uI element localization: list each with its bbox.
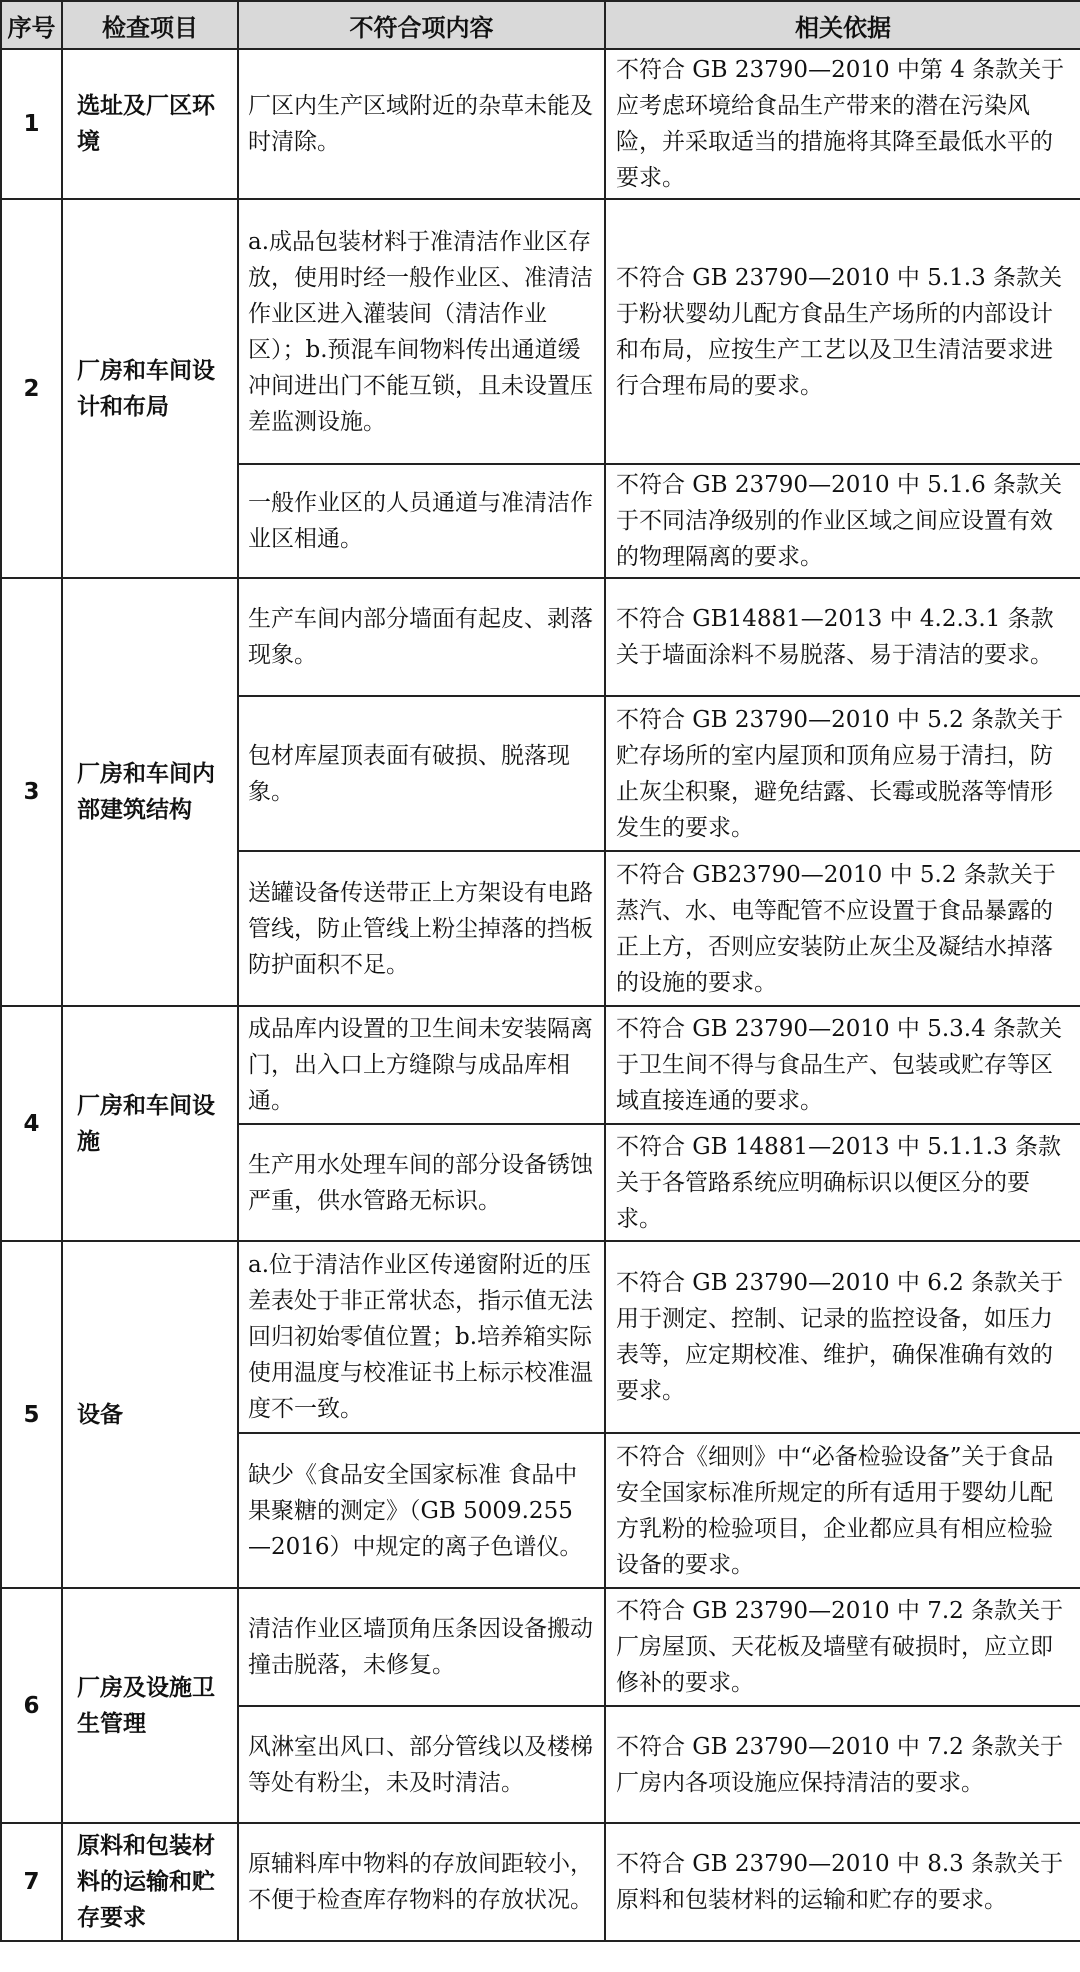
row-basis: 不符合 GB 23790—2010 中 5.3.4 条款关于卫生间不得与食品生产、包装或贮存等区域直接连通的要求。 [605,1006,1080,1124]
row-item: 厂房和车间设计和布局 [62,199,238,578]
row-content: 厂区内生产区域附近的杂草未能及时清除。 [238,49,605,199]
row-item: 设备 [62,1241,238,1588]
row-index: 6 [1,1588,62,1823]
row-content: 送罐设备传送带正上方架设有电路管线，防止管线上粉尘掉落的挡板防护面积不足。 [238,851,605,1006]
row-basis: 不符合 GB 14881—2013 中 5.1.1.3 条款关于各管路系统应明确标识以便区分的要求。 [605,1124,1080,1241]
row-basis: 不符合 GB 23790—2010 中 5.1.6 条款关于不同洁净级别的作业区域之间应设置有效的物理隔离的要求。 [605,464,1080,578]
header-basis: 相关依据 [605,1,1080,49]
row-index: 3 [1,578,62,1006]
row-index: 2 [1,199,62,578]
row-index: 1 [1,49,62,199]
row-item: 厂房和车间内部建筑结构 [62,578,238,1006]
table-row [1,1241,1080,1433]
row-basis: 不符合 GB 23790—2010 中第 4 条款关于应考虑环境给食品生产带来的潜在污染风险，并采取适当的措施将其降至最低水平的要求。 [605,49,1080,199]
table-row [1,1006,1080,1124]
row-basis: 不符合 GB 23790—2010 中 7.2 条款关于厂房内各项设施应保持清洁的要求。 [605,1706,1080,1823]
row-item: 原料和包装材料的运输和贮存要求 [62,1823,238,1941]
table-row [1,578,1080,696]
row-index: 5 [1,1241,62,1588]
row-item: 厂房和车间设施 [62,1006,238,1241]
row-index: 4 [1,1006,62,1241]
row-content: 成品库内设置的卫生间未安装隔离门，出入口上方缝隙与成品库相通。 [238,1006,605,1124]
row-basis: 不符合 GB 23790—2010 中 5.1.3 条款关于粉状婴幼儿配方食品生产场所的内部设计和布局，应按生产工艺以及卫生清洁要求进行合理布局的要求。 [605,199,1080,464]
row-content: 一般作业区的人员通道与准清洁作业区相通。 [238,464,605,578]
header-item: 检查项目 [62,1,238,49]
row-content: 包材库屋顶表面有破损、脱落现象。 [238,696,605,851]
row-content: 缺少《食品安全国家标准 食品中果聚糖的测定》（GB 5009.255—2016）中规定的离子色谱仪。 [238,1433,605,1588]
row-basis: 不符合 GB 23790—2010 中 6.2 条款关于用于测定、控制、记录的监控设备，如压力表等，应定期校准、维护，确保准确有效的要求。 [605,1241,1080,1433]
table-row [1,49,1080,199]
table-header-row [1,1,1080,49]
row-content: 原辅料库中物料的存放间距较小，不便于检查库存物料的存放状况。 [238,1823,605,1941]
row-content: 清洁作业区墙顶角压条因设备搬动撞击脱落，未修复。 [238,1588,605,1706]
row-content: 生产车间内部分墙面有起皮、剥落现象。 [238,578,605,696]
row-basis: 不符合 GB 23790—2010 中 5.2 条款关于贮存场所的室内屋顶和顶角应易于清扫，防止灰尘积聚，避免结露、长霉或脱落等情形发生的要求。 [605,696,1080,851]
row-basis: 不符合 GB 23790—2010 中 7.2 条款关于厂房屋顶、天花板及墙壁有破损时，应立即修补的要求。 [605,1588,1080,1706]
table-row [1,1588,1080,1706]
row-item: 厂房及设施卫生管理 [62,1588,238,1823]
row-basis: 不符合 GB 23790—2010 中 8.3 条款关于原料和包装材料的运输和贮存的要求。 [605,1823,1080,1941]
row-basis: 不符合 GB14881—2013 中 4.2.3.1 条款关于墙面涂料不易脱落、易于清洁的要求。 [605,578,1080,696]
row-content: a.成品包装材料于准清洁作业区存放，使用时经一般作业区、准清洁作业区进入灌装间（清洁作业区）；b.预混车间物料传出通道缓冲间进出门不能互锁，且未设置压差监测设施。 [238,199,605,464]
row-index: 7 [1,1823,62,1941]
header-content: 不符合项内容 [238,1,605,49]
table-row [1,199,1080,464]
table-row [1,1823,1080,1941]
row-item: 选址及厂区环境 [62,49,238,199]
row-content: 风淋室出风口、部分管线以及楼梯等处有粉尘，未及时清洁。 [238,1706,605,1823]
row-content: a.位于清洁作业区传递窗附近的压差表处于非正常状态，指示值无法回归初始零值位置；b.培养箱实际使用温度与校准证书上标示校准温度不一致。 [238,1241,605,1433]
row-content: 生产用水处理车间的部分设备锈蚀严重，供水管路无标识。 [238,1124,605,1241]
row-basis: 不符合《细则》中“必备检验设备”关于食品安全国家标准所规定的所有适用于婴幼儿配方乳粉的检验项目，企业都应具有相应检验设备的要求。 [605,1433,1080,1588]
row-basis: 不符合 GB23790—2010 中 5.2 条款关于蒸汽、水、电等配管不应设置于食品暴露的正上方，否则应安装防止灰尘及凝结水掉落的设施的要求。 [605,851,1080,1006]
header-index: 序号 [1,1,62,49]
